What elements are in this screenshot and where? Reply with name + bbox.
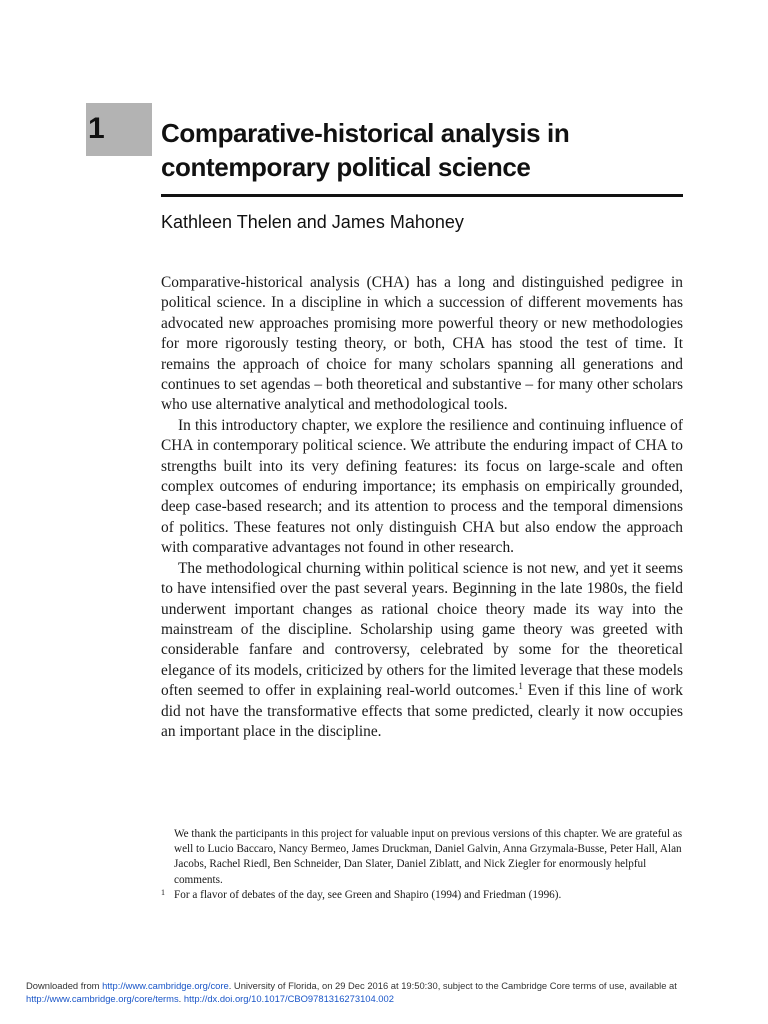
- footnote-1-mark: 1: [161, 887, 165, 897]
- footnote-1-text: For a flavor of debates of the day, see Green and Shapiro (1994) and Friedman (1996).: [174, 888, 562, 901]
- download-notice: [26, 979, 742, 1005]
- chapter-title: Comparative-historical analysis in contemporary political science: [161, 118, 570, 182]
- doi-link[interactable]: http://dx.doi.org/10.1017/CBO9781316273104.002: [183, 993, 394, 1004]
- cambridge-terms-link[interactable]: http://www.cambridge.org/core/terms: [26, 993, 179, 1004]
- paragraph-3: [161, 559, 683, 743]
- paragraph-3-continuation: Even if this line of work did not have the transformative effects that some predicted, clearly it now occupies an important place in the discipline.: [161, 682, 683, 740]
- paragraph-2: In this introductory chapter, we explore the resilience and continuing influence of CHA in contemporary political science. We attribute the enduring impact of CHA to strengths built into its very defining features: its focus on large-scale and often complex outcomes of enduring importance; its emphasis on empirically grounded, deep case-based research; and its attention to process and the temporal dimensions of politics. These features not only distinguish CHA but also endow the approach with comparative advantages not found in other research.: [161, 416, 683, 557]
- footnote-ref-1[interactable]: 1: [518, 681, 523, 691]
- chapter-number: 1: [88, 112, 105, 145]
- footnotes: [161, 827, 683, 903]
- download-separator: .: [178, 993, 184, 1004]
- body-text: [161, 273, 683, 742]
- footnote-1: [161, 888, 683, 903]
- paragraph-1: Comparative-historical analysis (CHA) has a long and distinguished pedigree in political science. In a discipline in which a succession of different movements has advocated new approaches promising more powerful theory or new methodologies for more rigorously testing theory, or both, CHA has stood the test of time. It remains the approach of choice for many scholars spanning all generations and continues to set agendas – both theoretical and substantive – for many other scholars who use alternative analytical and methodological tools.: [161, 274, 683, 414]
- acknowledgment-note: We thank the participants in this project for valuable input on previous versions of this chapter. We are grateful as well to Lucio Baccaro, Nancy Bermeo, James Druckman, Daniel Galvin, Anna Grzymala-Busse, Peter Hall, Alan Jacobs, Rachel Riedl, Ben Schneider, Dan Slater, Daniel Ziblatt, and Nick Ziegler for enormously helpful comments.: [174, 828, 683, 886]
- cambridge-core-link[interactable]: http://www.cambridge.org/core: [102, 980, 229, 991]
- download-middle-text: . University of Florida, on 29 Dec 2016 at 19:50:30, subject to the Cambridge Core terms of use, available at: [228, 980, 677, 991]
- chapter-authors: Kathleen Thelen and James Mahoney: [161, 212, 464, 232]
- download-prefix: Downloaded from: [26, 980, 103, 991]
- paragraph-3-text: The methodological churning within political science is not new, and yet it seems to have intensified over the past several years. Beginning in the late 1980s, the field underwent important changes as rational choice theory made its way into the mainstream of the discipline. Scholarship using game theory was greeted with considerable fanfare and controversy, celebrated by some for the theoretical elegance of its models, criticized by others for the limited leverage that these models often seemed to offer in explaining real-world outcomes.: [161, 559, 683, 700]
- title-rule: [161, 194, 683, 197]
